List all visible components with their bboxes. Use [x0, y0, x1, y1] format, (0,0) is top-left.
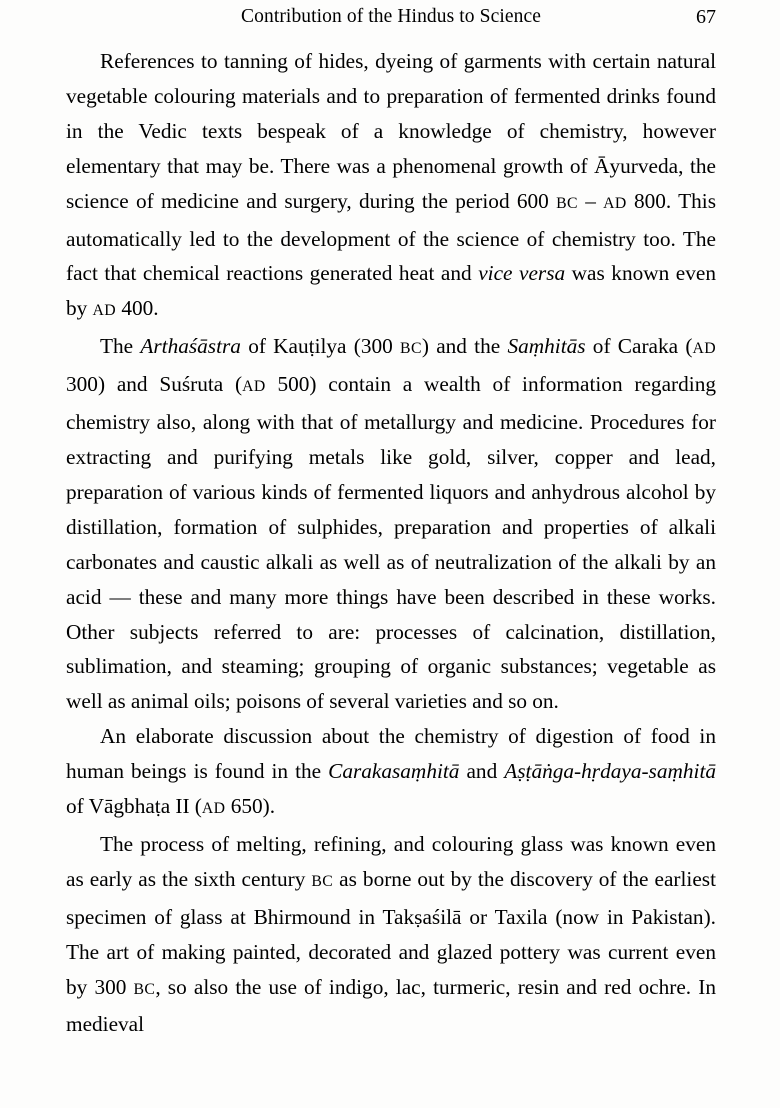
paragraph: The Arthaśāstra of Kauṭilya (300 BC) and the Saṃhitās of Caraka (AD 300) and Suśruta (AD 500) contain a wealth of information regarding chemistry also, along with that of metallurgy and medicine. Procedures for extracting and purifying metals like gold, silver, copper and lead, preparation of various kinds of fermented liquors and anhydrous alcohol by distillation, formation of sulphides, preparation and properties of alkali carbonates and caustic alkali as well as of neutralization of the alkali by an acid — these and many more things have been described in these works. Other subjects referred to are: processes of calcination, distillation, sublimation, and steaming; grouping of organic substances; vegetable as well as animal oils; poisons of several varieties and so on.: [66, 334, 716, 714]
paragraph: An elaborate discussion about the chemistry of digestion of food in human beings is found in the Carakasaṃhitā and Aṣṭāṅga-hṛdaya-saṃhitā of Vāgbhaṭa II (AD 650).: [66, 724, 717, 819]
era-abbreviation: AD: [92, 302, 117, 320]
italic-text: Aṣṭāṅga-hṛdaya-saṃhitā: [504, 759, 717, 784]
text-block: [66, 44, 716, 1042]
paragraph: References to tanning of hides, dyeing of garments with certain natural vegetable colouring materials and to preparation of fermented drinks found in the Vedic texts bespeak of a knowledge of chemistry, however elementary that may be. There was a phenomenal growth of Āyurveda, the science of medicine and surgery, during the period 600 BC – AD 800. This automatically led to the development of the science of chemistry too. The fact that chemical reactions generated heat and vice versa was known even by AD 400.: [66, 49, 716, 321]
era-abbreviation: BC: [311, 872, 334, 890]
page-number: 67: [696, 6, 716, 28]
era-abbreviation: AD: [242, 378, 266, 396]
era-abbreviation: AD: [692, 340, 716, 358]
italic-text: Saṃhitās: [507, 334, 586, 359]
italic-text: Arthaśāstra: [140, 334, 241, 359]
paragraph: The process of melting, refining, and colouring glass was known even as early as the sixth century BC as borne out by the discovery of the earliest specimen of glass at Bhirmound in Takṣaśilā or Taxila (now in Pakistan). The art of making painted, decorated and glazed pottery was current even by 300 BC, so also the use of indigo, lac, turmeric, resin and red ochre. In medieval: [66, 831, 716, 1037]
era-abbreviation: BC: [400, 340, 422, 358]
era-abbreviation: BC: [556, 194, 578, 212]
running-head-title: Contribution of the Hindus to Science: [241, 6, 541, 27]
era-abbreviation: BC: [133, 980, 156, 998]
italic-text: vice versa: [478, 261, 566, 286]
running-head: [66, 6, 716, 36]
era-abbreviation: AD: [603, 194, 627, 212]
era-abbreviation: AD: [201, 800, 226, 818]
italic-text: Carakasaṃhitā: [328, 759, 460, 784]
